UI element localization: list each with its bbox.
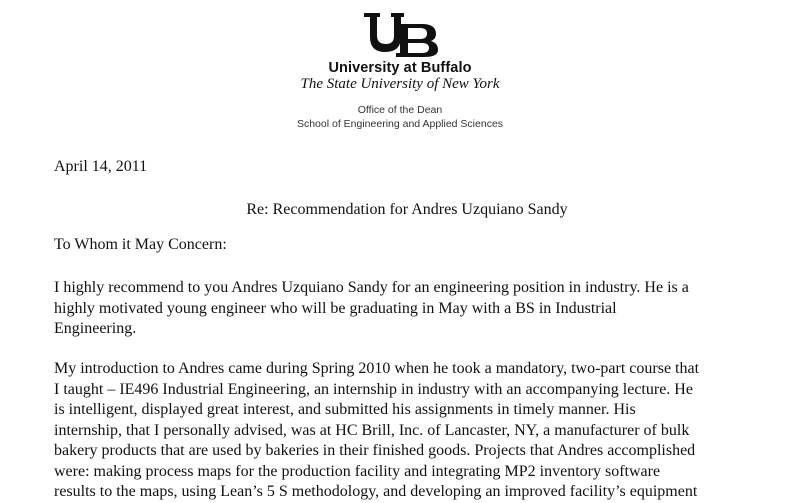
university-subtitle: The State University of New York <box>300 76 500 92</box>
paragraph-line: bakery products that are used by bakeries in their finished goods. Projects that Andres accomplished <box>54 442 696 459</box>
paragraph-2 <box>54 359 774 503</box>
paragraph-line: My introduction to Andres came during Spring 2010 when he took a mandatory, two-part course that <box>54 360 700 377</box>
paragraph-line: results to the maps, using Lean’s 5 S methodology, and developing an improved facility’s equipment <box>54 483 698 500</box>
paragraph-line: were: making process maps for the production facility and integrating MP2 inventory software <box>54 462 661 480</box>
paragraph-1 <box>54 278 774 340</box>
letter-date: April 14, 2011 <box>54 158 148 175</box>
paragraph-line: Engineering. <box>54 320 137 337</box>
office-block <box>0 103 800 131</box>
ub-monogram-icon <box>358 10 442 58</box>
school-line: School of Engineering and Applied Sciences <box>296 118 504 130</box>
paragraph-line: is intelligent, displayed great interest, and submitted his assignments in timely manner. His <box>54 401 636 418</box>
letterhead <box>0 10 800 131</box>
paragraph-line: I taught – IE496 Industrial Engineering, an internship in industry with an accompanying lecture. He <box>54 380 693 398</box>
university-name: University at Buffalo <box>328 60 472 76</box>
paragraph-line: internship, that I personally advised, was at HC Brill, Inc. of Lancaster, NY, a manufacturer of bulk <box>54 421 690 439</box>
re-line: Re: Recommendation for Andres Uzquiano Sandy <box>246 201 568 218</box>
office-line: Office of the Dean <box>357 104 443 116</box>
salutation: To Whom it May Concern: <box>54 236 227 253</box>
paragraph-line: highly motivated young engineer who will be graduating in May with a BS in Industrial <box>54 299 617 317</box>
paragraph-line: I highly recommend to you Andres Uzquiano Sandy for an engineering position in industry. He is a <box>54 279 689 296</box>
